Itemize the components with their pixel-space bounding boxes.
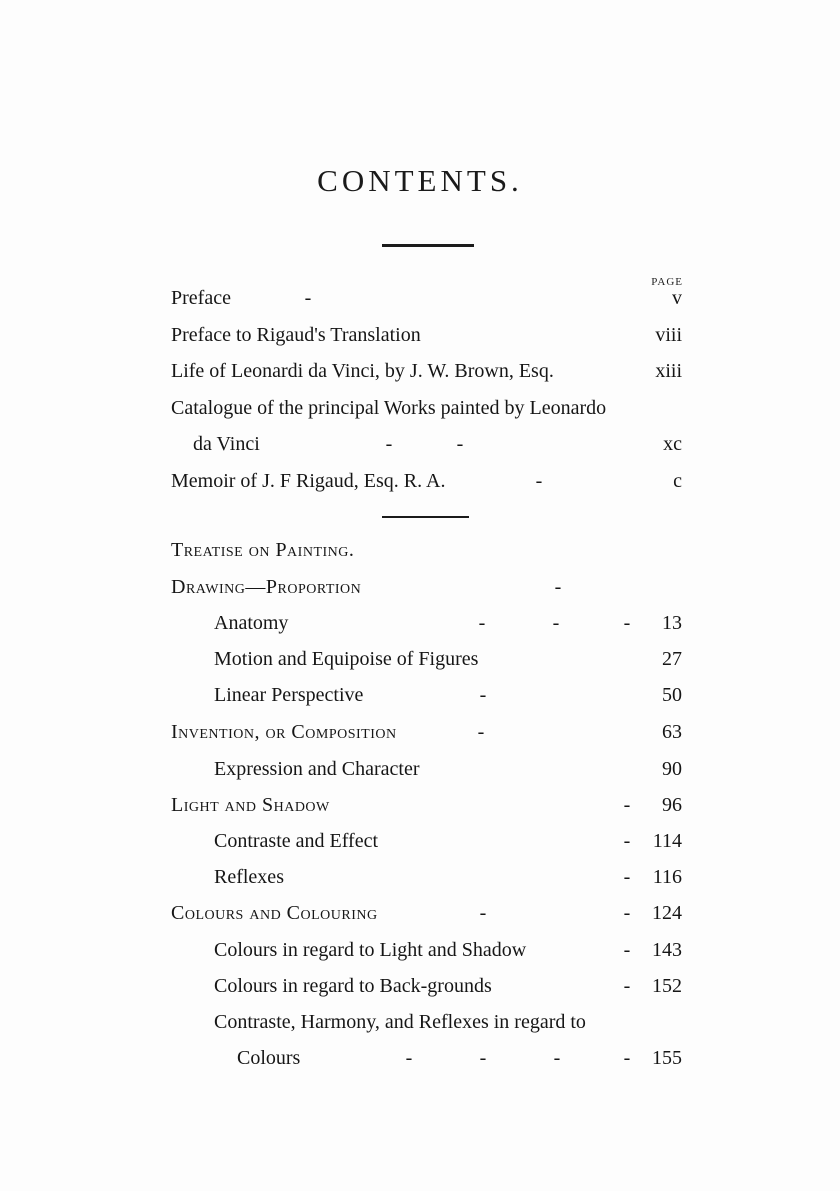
toc-entry[interactable] — [0, 607, 840, 639]
toc-section[interactable] — [0, 789, 840, 821]
treatise-heading — [0, 534, 840, 566]
toc-entry-page: 13 — [662, 612, 682, 634]
leader-dash: - — [478, 612, 486, 634]
toc-entry[interactable] — [0, 1042, 840, 1074]
toc-entry[interactable] — [0, 753, 840, 785]
toc-entry-page: 90 — [662, 758, 682, 780]
leader-dash: - — [623, 1047, 631, 1069]
section-divider — [382, 516, 469, 518]
leader-dash: - — [623, 939, 631, 961]
title-divider — [382, 244, 474, 247]
toc-entry-page: 114 — [652, 830, 682, 852]
leader-dash: - — [477, 721, 485, 743]
toc-entry[interactable] — [0, 825, 840, 857]
toc-entry-label: Preface to Rigaud's Translation — [171, 324, 421, 346]
leader-dash: - — [479, 684, 487, 706]
toc-entry-label: Anatomy — [214, 612, 289, 634]
toc-entry[interactable] — [0, 355, 840, 387]
page-title: CONTENTS. — [317, 163, 523, 198]
leader-dash: - — [479, 1047, 487, 1069]
toc-entry[interactable] — [0, 428, 840, 460]
toc-entry-page: viii — [655, 324, 682, 346]
toc-entry-label: Colours — [237, 1047, 301, 1069]
toc-entry[interactable] — [0, 392, 840, 424]
toc-entry[interactable] — [0, 934, 840, 966]
toc-entry[interactable] — [0, 643, 840, 675]
toc-entry-label: Motion and Equipoise of Figures — [214, 648, 479, 670]
toc-entry-label: Catalogue of the principal Works painted by Leonardo — [171, 397, 607, 419]
toc-entry-label: Expression and Character — [214, 758, 420, 780]
leader-dash: - — [456, 433, 464, 455]
treatise-heading-label: Treatise on Painting. — [171, 539, 355, 561]
toc-entry-page: v — [672, 287, 682, 309]
leader-dash: - — [552, 612, 560, 634]
leader-dash: - — [623, 866, 631, 888]
leader-dash: - — [553, 1047, 561, 1069]
leader-dash: - — [535, 470, 543, 492]
leader-dash: - — [623, 612, 631, 634]
toc-entry-page: 96 — [662, 794, 682, 816]
leader-dash: - — [623, 830, 631, 852]
toc-entry-page: xiii — [655, 360, 682, 382]
toc-entry-label: Memoir of J. F Rigaud, Esq. R. A. — [171, 470, 446, 492]
leader-dash: - — [623, 902, 631, 924]
toc-entry-page: 50 — [662, 684, 682, 706]
toc-section[interactable] — [0, 897, 840, 929]
toc-entry-page: 63 — [662, 721, 682, 743]
toc-entry[interactable] — [0, 1006, 840, 1038]
toc-entry-label: Light and Shadow — [171, 794, 330, 816]
toc-entry-label: Contraste, Harmony, and Reflexes in regard to — [214, 1011, 586, 1033]
toc-entry-label: Colours and Colouring — [171, 902, 378, 924]
toc-entry-label: Linear Perspective — [214, 684, 364, 706]
toc-entry-label: da Vinci — [193, 433, 260, 455]
leader-dash: - — [405, 1047, 413, 1069]
toc-entry[interactable] — [0, 679, 840, 711]
toc-entry-page: xc — [663, 433, 682, 455]
toc-entry[interactable] — [0, 861, 840, 893]
toc-entry[interactable] — [0, 319, 840, 351]
leader-dash: - — [479, 902, 487, 924]
page-column-header: PAGE — [651, 276, 683, 288]
toc-entry-label: Reflexes — [214, 866, 284, 888]
leader-dash: - — [554, 576, 562, 598]
toc-entry-page: 155 — [652, 1047, 682, 1069]
toc-entry-label: Contraste and Effect — [214, 830, 379, 852]
toc-entry-label: Drawing—Proportion — [171, 576, 362, 598]
toc-section[interactable] — [0, 716, 840, 748]
leader-dash: - — [623, 794, 631, 816]
toc-entry[interactable] — [0, 970, 840, 1002]
toc-entry-page: 27 — [662, 648, 682, 670]
toc-entry-page: 116 — [652, 866, 682, 888]
toc-entry-page: 143 — [652, 939, 682, 961]
leader-dash: - — [385, 433, 393, 455]
toc-entry-label: Colours in regard to Back-grounds — [214, 975, 492, 997]
toc-entry-page: c — [673, 470, 682, 492]
toc-entry-label: Life of Leonardi da Vinci, by J. W. Brown, Esq. — [171, 360, 554, 382]
toc-entry-page: 124 — [652, 902, 682, 924]
toc-section[interactable] — [0, 571, 840, 603]
toc-entry[interactable] — [0, 282, 840, 314]
leader-dash: - — [304, 287, 312, 309]
leader-dash: - — [623, 975, 631, 997]
toc-entry-label: Preface — [171, 287, 231, 309]
toc-entry[interactable] — [0, 465, 840, 497]
toc-entry-label: Invention, or Composition — [171, 721, 397, 743]
toc-entry-label: Colours in regard to Light and Shadow — [214, 939, 527, 961]
toc-entry-page: 152 — [652, 975, 682, 997]
